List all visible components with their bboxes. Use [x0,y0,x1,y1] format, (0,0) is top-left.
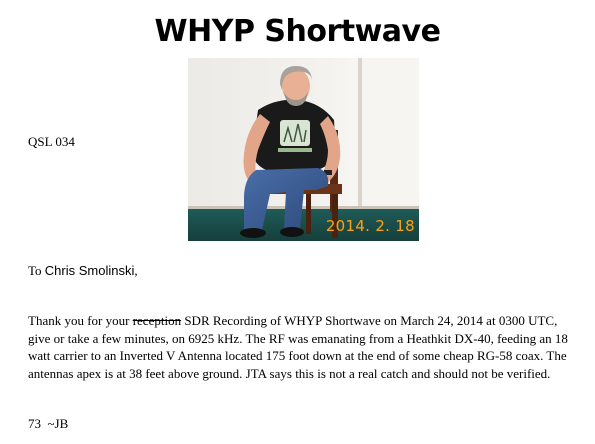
page-title: WHYP Shortwave [154,14,441,49]
qsl-number: QSL 034 [28,134,75,149]
letter-body [28,312,573,382]
signature: 73 ~JB [28,416,69,431]
greeting-suffix: , [134,263,138,278]
struck-word: reception [132,313,182,328]
body-text-start: Thank you for your [28,313,133,328]
recipient-name: Chris Smolinski [44,263,135,278]
greeting-prefix: To [28,263,45,278]
letter-greeting [28,263,138,279]
body-text-rest: SDR Recording of WHYP Shortwave on March 24, 2014 at 0300 UTC, give or take a few minutes, on 6925 kHz. The RF was emanating from a Heathkit DX-40, feeding an 18 watt carrier to an Inverted V Antenna located 175 foot down at the end of some cheap RG-58 coax. The antennas apex is at 38 feet above ground. JTA says this is not a real catch and should not be verified. [28,313,568,381]
photo-date-stamp: 2014. 2. 18 [325,217,415,235]
station-operator-photo [188,58,419,241]
